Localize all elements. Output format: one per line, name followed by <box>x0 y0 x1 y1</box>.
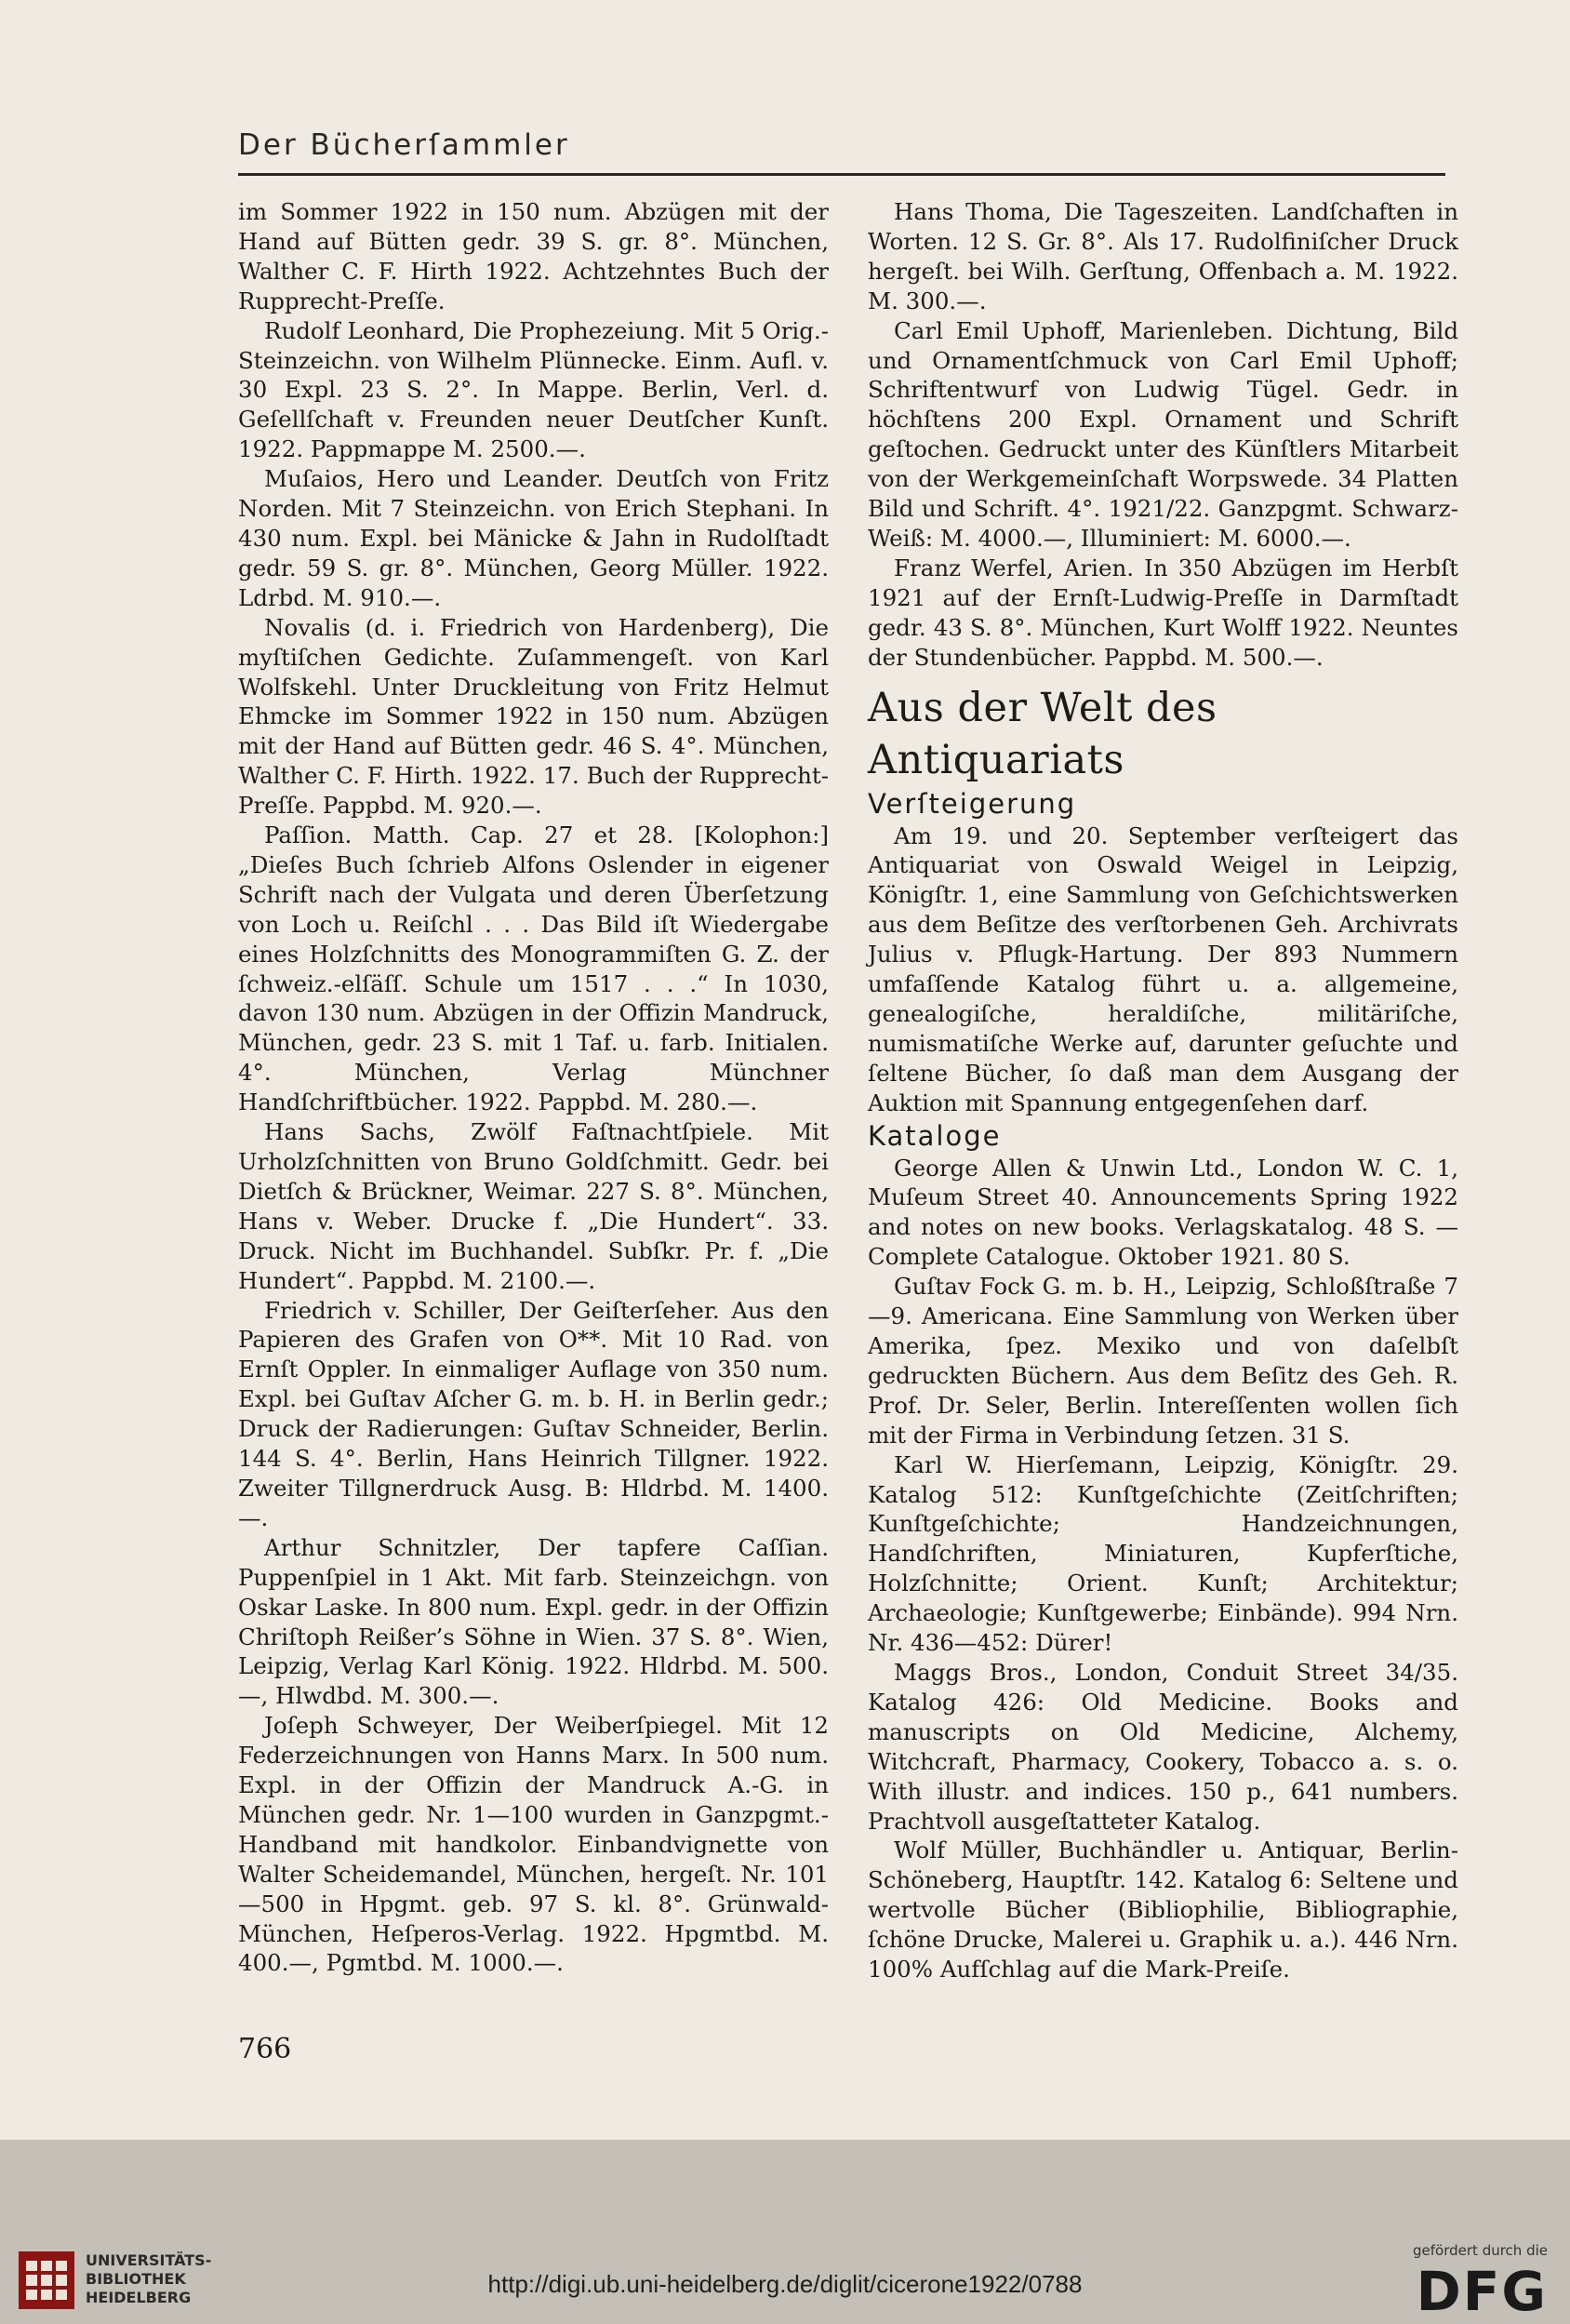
entry-paragraph: Novalis (d. i. Friedrich von Hardenberg), Die myſtiſchen Gedichte. Zuſammengeſt. von Karl Wolfskehl. Unter Druckleitung von Fritz Helmut Ehmcke im Sommer 1922 in 150 num. Abzügen mit der Hand auf Bütten gedr. 46 S. 4°. München, Walther C. F. Hirth. 1922. 17. Buch der Rupprecht-Preſſe. Pappbd. M. 920.—. <box>238 613 829 820</box>
entry-paragraph: Rudolf Leonhard, Die Prophezeiung. Mit 5 Orig.-Steinzeichn. von Wilhelm Plünnecke. Einm. Aufl. v. 30 Expl. 23 S. 2°. In Mappe. Berlin, Verl. d. Geſellſchaft v. Freunden neuer Deutſcher Kunſt. 1922. Pappmappe M. 2500.—. <box>238 316 829 463</box>
section-heading: Aus der Welt des Antiquariats <box>868 684 1217 783</box>
entry-paragraph: Karl W. Hierſemann, Leipzig, Königſtr. 29. Katalog 512: Kunſtgeſchichte (Zeitſchriften; Kunſtgeſchichte; Handzeichnungen, Handſchriften, Miniaturen, Kupferſtiche, Holzſchnitte; Orient. Kunſt; Architektur; Archaeologie; Kunſtgewerbe; Einbände). 994 Nrn. Nr. 436—452: Dürer! <box>868 1450 1458 1657</box>
entry-paragraph: Muſaios, Hero und Leander. Deutſch von Fritz Norden. Mit 7 Steinzeichn. von Erich Stephani. In 430 num. Expl. bei Mänicke & Jahn in Rudolſtadt gedr. 59 S. gr. 8°. München, Georg Müller. 1922. Ldrbd. M. 910.—. <box>238 465 829 611</box>
entry-paragraph: Hans Sachs, Zwölf Faſtnachtſpiele. Mit Urholzſchnitten von Bruno Goldſchmitt. Gedr. bei Dietſch & Brückner, Weimar. 227 S. 8°. München, Hans v. Weber. Drucke f. „Die Hundert“. 33. Druck. Nicht im Buchhandel. Subſkr. Pr. f. „Die Hundert“. Pappbd. M. 2100.—. <box>238 1118 829 1294</box>
page-number: 766 <box>238 2033 292 2065</box>
header-rule <box>238 173 1445 176</box>
entry-paragraph: Am 19. und 20. September verſteigert das Antiquariat von Oswald Weigel in Leipzig, Königſtr. 1, eine Sammlung von Geſchichtswerken aus dem Beſitze des verſtorbenen Geh. Archivrats Julius v. Pflugk-Hartung. Der 893 Nummern umfaſſende Katalog führt u. a. allgemeine, genealogiſche, heraldiſche, militäriſche, numismatiſche Werke auf, darunter geſuchte und ſeltene Bücher, ſo daß man dem Ausgang der Auktion mit Spannung entgegenſehen darf. <box>868 821 1458 1116</box>
entry-paragraph: Maggs Bros., London, Conduit Street 34/35. Katalog 426: Old Medicine. Books and manuscripts on Old Medicine, Alchemy, Witchcraft, Pharmacy, Cookery, Tobacco a. s. o. With illustr. and indices. 150 p., 641 numbers. Prachtvoll ausgeſtatteter Katalog. <box>868 1658 1458 1835</box>
left-column <box>238 197 829 1978</box>
entry-paragraph: Hans Thoma, Die Tageszeiten. Landſchaften in Worten. 12 S. Gr. 8°. Als 17. Rudolfiniſcher Druck hergeſt. bei Wilh. Gerſtung, Offenbach a. M. 1922. M. 300.—. <box>868 198 1458 314</box>
entry-paragraph: Paſſion. Matth. Cap. 27 et 28. [Kolophon:] „Dieſes Buch ſchrieb Alfons Oslender in eigener Schrift nach der Vulgata und deren Überſetzung von Loch u. Reiſchl . . . Das Bild iſt Wiedergabe eines Holzſchnitts des Monogrammiſten G. Z. der ſchweiz.-elſäſſ. Schule um 1517 . . .“ In 1030, davon 130 num. Abzügen in der Offizin Mandruck, München, gedr. 23 S. mit 1 Taf. u. farb. Initialen. 4°. München, Verlag Münchner Handſchriftbücher. 1922. Pappbd. M. 280.—. <box>238 821 829 1116</box>
dfg-logo: DFG <box>1416 2260 1548 2323</box>
entry-paragraph: George Allen & Unwin Ltd., London W. C. 1, Muſeum Street 40. Announcements Spring 1922 and notes on new books. Verlagskatalog. 48 S. — Complete Catalogue. Oktober 1921. 80 S. <box>868 1154 1458 1271</box>
permalink-url[interactable]: http://digi.ub.uni-heidelberg.de/diglit/cicerone1922/0788 <box>487 2270 1083 2298</box>
entry-paragraph: im Sommer 1922 in 150 num. Abzügen mit der Hand auf Bütten gedr. 39 S. gr. 8°. München, Walther C. F. Hirth 1922. Achtzehntes Buch der Rupprecht-Preſſe. <box>238 198 829 314</box>
entry-paragraph: Joſeph Schweyer, Der Weiberſpiegel. Mit 12 Federzeichnungen von Hanns Marx. In 500 num. Expl. in der Offizin der Mandruck A.-G. in München gedr. Nr. 1—100 wurden in Ganzpgmt.-Handband mit handkolor. Einbandvignette von Walter Scheidemandel, München, hergeſt. Nr. 101—500 in Hpgmt. geb. 97 S. kl. 8°. Grünwald-München, Heſperos-Verlag. 1922. Hpgmtbd. M. 400.—, Pgmtbd. M. 1000.—. <box>238 1712 829 1977</box>
subsection-heading-auction: Verſteigerung <box>868 787 1077 820</box>
entry-paragraph: Franz Werfel, Arien. In 350 Abzügen im Herbſt 1921 auf der Ernſt-Ludwig-Preſſe in Darmſtadt gedr. 43 S. 8°. München, Kurt Wolff 1922. Neuntes der Stundenbücher. Pappbd. M. 500.—. <box>868 554 1458 671</box>
subsection-heading-catalogues: Kataloge <box>868 1119 1002 1152</box>
right-column <box>868 197 1458 1984</box>
running-header: Der Bücherſammler <box>238 128 570 162</box>
library-name-line: UNIVERSITÄTS- <box>86 2251 212 2269</box>
library-name-line: HEIDELBERG <box>86 2289 192 2306</box>
entry-paragraph: Guſtav Fock G. m. b. H., Leipzig, Schloßſtraße 7—9. Americana. Eine Sammlung von Werken über Amerika, ſpez. Mexiko und von daſelbſt gedruckten Büchern. Aus dem Beſitz des Geh. R. Prof. Dr. Seler, Berlin. Intereſſenten wollen ſich mit der Firma in Verbindung ſetzen. 31 S. <box>868 1273 1458 1449</box>
entry-paragraph: Friedrich v. Schiller, Der Geiſterſeher. Aus den Papieren des Grafen von O**. Mit 10 Rad. von Ernſt Oppler. In einmaliger Auflage von 350 num. Expl. bei Guſtav Aſcher G. m. b. H. in Berlin gedr.; Druck der Radierungen: Guſtav Schneider, Berlin. 144 S. 4°. Berlin, Hans Heinrich Tillgner. 1922. Zweiter Tillgnerdruck Ausg. B: Hldrbd. M. 1400.—. <box>238 1296 829 1531</box>
footer-bar <box>0 2140 1570 2324</box>
funding-note: gefördert durch die <box>1413 2242 1548 2259</box>
entry-paragraph: Carl Emil Uphoff, Marienleben. Dichtung, Bild und Ornamentſchmuck von Carl Emil Uphoff; Schriftentwurf von Ludwig Tügel. Gedr. in höchſtens 200 Expl. Ornament und Schrift geſtochen. Gedruckt unter des Künſtlers Mitarbeit von der Werkgemeinſchaft Worpswede. 34 Platten Bild und Schrift. 4°. 1921/22. Ganzpgmt. Schwarz-Weiß: M. 4000.—, Illuminiert: M. 6000.—. <box>868 316 1458 552</box>
entry-paragraph: Arthur Schnitzler, Der tapfere Caſſian. Puppenſpiel in 1 Akt. Mit farb. Steinzeichgn. von Oskar Laske. In 800 num. Expl. gedr. in der Offizin Chriſtoph Reißer’s Söhne in Wien. 37 S. 8°. Wien, Leipzig, Verlag Karl König. 1922. Hldrbd. M. 500.—, Hlwdbd. M. 300.—. <box>238 1533 829 1710</box>
entry-paragraph: Wolf Müller, Buchhändler u. Antiquar, Berlin-Schöneberg, Hauptſtr. 142. Katalog 6: Seltene und wertvolle Bücher (Bibliophilie, Bibliographie, ſchöne Drucke, Malerei u. Graphik u. a.). 446 Nrn. 100% Aufſchlag auf die Mark-Preiſe. <box>868 1836 1458 1983</box>
library-name-line: BIBLIOTHEK <box>86 2270 186 2288</box>
